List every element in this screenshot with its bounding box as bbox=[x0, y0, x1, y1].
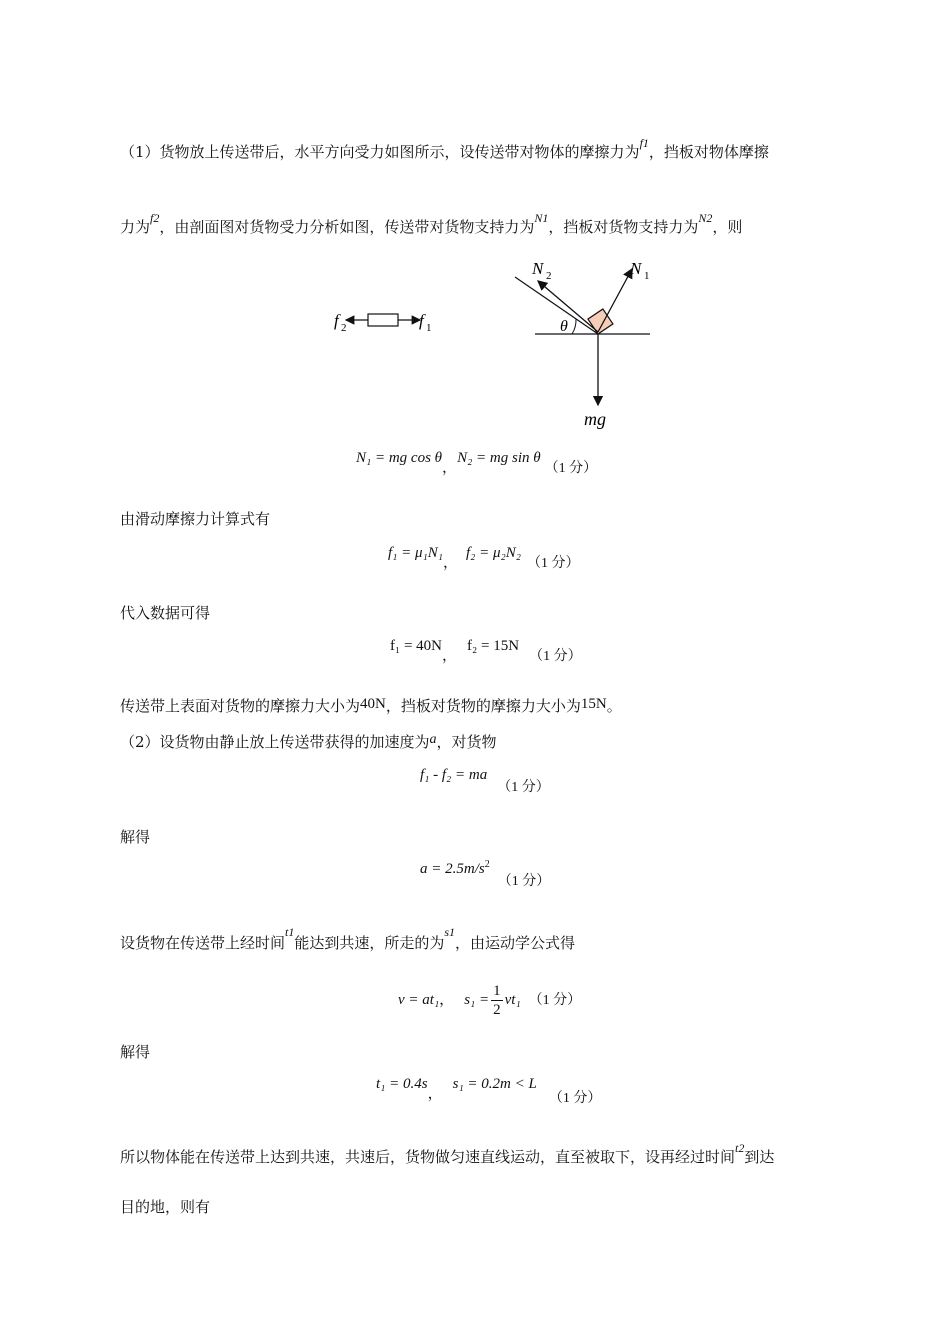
equation-friction-formula bbox=[388, 541, 580, 571]
equation-part: f₂ = 15N bbox=[467, 638, 520, 654]
text-time-to-common-speed bbox=[120, 925, 576, 953]
label-N2-sub: 2 bbox=[546, 270, 552, 282]
text: ，由剖面图对货物受力分析如图，传送带对货物支持力为 bbox=[159, 218, 535, 236]
text: ，挡板对物体摩擦 bbox=[648, 143, 769, 161]
label-f2: f bbox=[334, 311, 339, 330]
score-mark: （1 分） bbox=[529, 649, 582, 664]
text-sliding-friction: 由滑动摩擦力计算式有 bbox=[120, 510, 271, 528]
symbol-t2: t2 bbox=[735, 1141, 745, 1155]
paragraph-1-line-2 bbox=[120, 211, 743, 237]
text: ，则 bbox=[712, 218, 743, 236]
label-N1: N bbox=[630, 259, 642, 278]
equation-part: s₁ = 0.2m < L bbox=[452, 1076, 537, 1092]
equation-part: vt₁ bbox=[504, 991, 521, 1008]
separator: ， bbox=[439, 991, 455, 1008]
text: 传送带上表面对货物的摩擦力大小为 bbox=[120, 697, 361, 715]
separator: ， bbox=[442, 555, 458, 571]
symbol-f1: f1 bbox=[639, 136, 649, 150]
value-15N: 15N bbox=[580, 696, 607, 712]
symbol-N2: N2 bbox=[698, 211, 713, 225]
score-mark: （1 分） bbox=[497, 780, 550, 795]
text: 。 bbox=[606, 697, 622, 715]
symbol-s1: s1 bbox=[444, 925, 456, 939]
text: ，由运动学公式得 bbox=[455, 934, 576, 952]
equation-part: f₂ = μ₂N₂ bbox=[465, 545, 521, 561]
text-solve-2: 解得 bbox=[120, 1043, 151, 1061]
denominator: 2 bbox=[493, 1002, 501, 1018]
theta-label: θ bbox=[560, 318, 568, 335]
text: 所以物体能在传送带上达到共速，共速后，货物做匀速直线运动，直至被取下，设再经过时间 bbox=[120, 1148, 736, 1166]
equation-acceleration bbox=[420, 858, 551, 889]
numerator: 1 bbox=[493, 983, 501, 999]
fraction-one-half bbox=[491, 982, 503, 1019]
label-N1-sub: 1 bbox=[644, 270, 650, 282]
cross-section-force-diagram bbox=[510, 255, 670, 435]
text: 到达 bbox=[744, 1148, 775, 1166]
equation-part: s₁ = bbox=[464, 991, 490, 1008]
equation-part: a = 2.5m/s bbox=[420, 861, 485, 877]
score-mark: （1 分） bbox=[526, 556, 580, 571]
equation-part: t₁ = 0.4s bbox=[376, 1076, 428, 1092]
equation-friction-values bbox=[390, 634, 582, 664]
text: 设货物在传送带上经时间 bbox=[120, 934, 286, 952]
text: 力为 bbox=[120, 218, 151, 236]
text-destination: 目的地，则有 bbox=[120, 1198, 211, 1216]
equation-time-displacement bbox=[376, 1072, 602, 1106]
cargo-box-top-view bbox=[368, 314, 398, 326]
separator: ， bbox=[427, 1086, 443, 1102]
equation-part: f₁ = 40N bbox=[390, 638, 443, 654]
label-f2-sub: 2 bbox=[341, 322, 347, 334]
text: 能达到共速，所走的为 bbox=[294, 934, 445, 952]
text: （1）货物放上传送带后，水平方向受力如图所示，设传送带对物体的摩擦力为 bbox=[120, 143, 640, 161]
symbol-t1: t1 bbox=[285, 925, 295, 939]
score-mark: （1 分） bbox=[548, 1091, 602, 1106]
equation-part: f₁ = μ₁N₁ bbox=[388, 545, 443, 561]
symbol-a: a bbox=[429, 732, 437, 747]
label-mg: mg bbox=[584, 409, 606, 429]
text-substitute-data: 代入数据可得 bbox=[120, 604, 211, 622]
arrow-N2 bbox=[538, 281, 598, 332]
paragraph-1-line-1 bbox=[120, 136, 769, 162]
score-mark: （1 分） bbox=[528, 992, 582, 1008]
equation-part: N₂ = mg sin θ bbox=[457, 450, 541, 466]
horizontal-force-diagram bbox=[330, 300, 440, 340]
score-mark: （1 分） bbox=[544, 461, 598, 476]
label-f1-sub: 1 bbox=[426, 322, 432, 334]
value-40N: 40N bbox=[360, 696, 386, 712]
label-N2: N bbox=[532, 259, 544, 278]
arrow-N1 bbox=[598, 269, 632, 332]
equation-part: N₁ = mg cos θ bbox=[356, 450, 443, 466]
equation-part: v = at₁ bbox=[398, 991, 440, 1008]
text: ，挡板对货物的摩擦力大小为 bbox=[385, 697, 581, 715]
text-uniform-motion bbox=[120, 1141, 775, 1167]
baffle-incline-line bbox=[515, 277, 598, 334]
equation-kinematics bbox=[398, 982, 581, 1019]
paragraph-2-intro bbox=[120, 731, 497, 752]
symbol-f2: f2 bbox=[150, 211, 160, 225]
text: ，对货物 bbox=[436, 733, 497, 751]
theta-arc bbox=[572, 319, 576, 334]
separator: ， bbox=[442, 460, 458, 476]
equation-part: f₁ - f₂ = ma bbox=[420, 767, 488, 783]
score-mark: （1 分） bbox=[497, 874, 551, 889]
text-solve-1: 解得 bbox=[120, 828, 151, 846]
separator: ， bbox=[442, 648, 458, 664]
symbol-N1: N1 bbox=[534, 211, 549, 225]
text: （2）设货物由静止放上传送带获得的加速度为 bbox=[120, 733, 430, 751]
text-friction-result bbox=[120, 695, 622, 716]
superscript: 2 bbox=[484, 859, 490, 870]
label-f1: f bbox=[419, 311, 424, 330]
text: ，挡板对货物支持力为 bbox=[548, 218, 699, 236]
equation-newton-second-law bbox=[420, 764, 550, 795]
equation-normal-forces bbox=[356, 446, 598, 476]
